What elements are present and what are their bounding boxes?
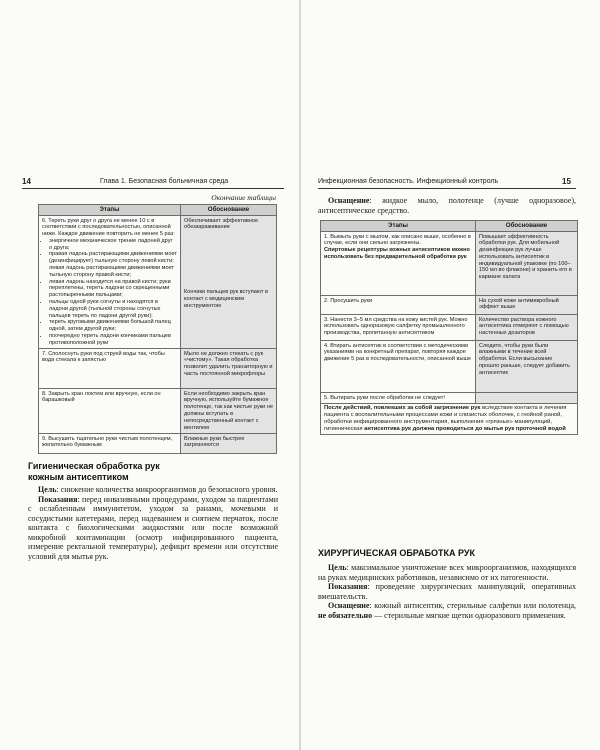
list-item: • правая ладонь растирающими движениями моет (дезинфицирует) тыльную сторону левой кисти; левая ладонь растирающими движениями моет тыльную сторону правой кисти; — [49, 251, 177, 278]
table-header-steps: Этапы — [39, 205, 181, 216]
indications-label: Показания — [328, 582, 368, 591]
goal-label: Цель — [38, 485, 57, 494]
equipment-paragraph-2 — [318, 601, 576, 620]
step-6-rationale-a: Обеспечивает эффективное обеззараживание — [184, 217, 259, 231]
step-9: 9. Высушить тщательно руки чистым полотенцем, желательно бумажным — [39, 434, 181, 454]
right-page-number: 15 — [562, 177, 571, 186]
goal-text: : снижение количества микроорганизмов до безопасного уровня. — [56, 485, 278, 494]
step-6-intro: 6. Тереть руки друг о друга не менее 10 с в соответствии с последовательностью, описанной ниже. Каждое движение повторить не менее 5 раз: — [42, 217, 175, 238]
hygienic-section-body — [28, 485, 278, 561]
surgical-section-title: ХИРУРГИЧЕСКАЯ ОБРАБОТКА РУК — [318, 548, 475, 558]
table-note-row — [321, 403, 578, 434]
equipment-label: Оснащение — [328, 601, 370, 610]
right-running-head: Инфекционная безопасность. Инфекционный контроль — [318, 178, 499, 185]
table-row — [321, 315, 578, 341]
step-4: 4. Втирать антисептик в соответствии с методическими указаниями на конкретный препарат, повторяя каждое движение 5 раз в последовательности, описанной выше — [321, 341, 476, 393]
step-3-rationale: Количество раствора кожного антисептика отмеряют с помощью настенных дозаторов — [476, 315, 578, 341]
indications-paragraph — [318, 582, 576, 601]
list-item: • пальцы одной руки согнуты и находятся в ладони другой (тыльной стороны согнутых пальцев тереть по ладони другой руки); — [49, 299, 177, 319]
table-row — [39, 434, 277, 454]
note-bold-lead: После действий, повлекших за собой загрязнение рук — [324, 405, 481, 412]
table-header-rationale: Обоснование — [476, 221, 578, 232]
step-1-note: Спиртовые рецептуры кожных антисептиков можно использовать без предварительной обработки рук — [324, 247, 470, 260]
hygienic-section-title — [28, 461, 278, 482]
left-header-rule — [22, 188, 284, 189]
goal-text: : максимальное уничтожение всех микроорганизмов, находящихся на руках медицинских работников, независимо от их патогенности. — [318, 563, 576, 582]
table-row — [39, 216, 277, 349]
right-steps-table — [320, 220, 578, 435]
indications-text: : перед инвазивными процедурами, уходом за пациентами с ослабленным иммунитетом, уходом за ранами, мочевыми и сосудистыми катетерами, перед надеванием и снятием перчаток, после контакта с биологическими жидкостями или после возможной микробной контаминации (осмотр инфицированного пациента, измерение ректальной температуры), дефицит времени или отсутствие условий для мытья рук. — [28, 494, 278, 561]
equipment-text-b: — стерильные мягкие щетки одноразового применения. — [372, 610, 566, 620]
step-7: 7. Сполоснуть руки под струей воды так, чтобы вода стекала к запястью — [39, 349, 181, 389]
equipment-label: Оснащение — [328, 196, 370, 205]
step-8-rationale: Если необходимо закрыть кран вручную, используйте бумажное полотенце, так как чистые руки не должны вступать в непосредственный контакт с вентилем — [181, 389, 277, 434]
table-row — [321, 393, 578, 404]
step-2: 2. Просушить руки — [321, 296, 476, 315]
table-row — [321, 296, 578, 315]
step-7-rationale: Мыло не должно стекать с рук «чистому». Такая обработка позволит удалить транзиторную и часть постоянной микрофлоры — [181, 349, 277, 389]
goal-paragraph — [28, 485, 278, 495]
goal-label: Цель — [328, 563, 347, 572]
table-header-steps: Этапы — [321, 221, 476, 232]
step-2-rationale: На сухой коже антимикробный эффект выше — [476, 296, 578, 315]
table-row — [39, 389, 277, 434]
note-text: вследствие контакта и лечения пациента с воспалительными процессами кожи и слизистых оболочек, с гнойной раной, обработки инфицированного инструментария, выполнения «грязных» манипуляций, гигиеническая — [324, 405, 567, 432]
step-6-rationale-b: Кончики пальцев рук вступают в контакт с медицинским инструментом — [184, 289, 268, 309]
list-item: • тереть круговыми движениями большой палец одной, затем другой руки; — [49, 319, 177, 333]
list-item: • поочередно тереть ладони кончиками пальцев противоположной руки — [49, 333, 177, 347]
table-row — [321, 232, 578, 296]
step-9-rationale: Влажные руки быстрее загрязняются — [181, 434, 277, 454]
goal-paragraph — [318, 563, 576, 582]
indications-text: : проведение хирургических манипуляций, оперативных вмешательств. — [318, 582, 576, 601]
equipment-text-a: : кожный антисептик, стерильные салфетки или полотенца, — [369, 601, 576, 610]
step-6-bullets — [42, 238, 177, 347]
step-5: 5. Вытирать руки после обработки не следует! — [321, 393, 476, 404]
left-steps-table — [38, 204, 277, 454]
left-running-head: Глава 1. Безопасная больничная среда — [100, 178, 229, 185]
equipment-optional: не обязательно — [318, 610, 373, 620]
step-8: 8. Закрыть кран локтем или вручную, если он барашковый — [39, 389, 181, 434]
left-page-number: 14 — [22, 177, 31, 186]
table-header-rationale: Обоснование — [181, 205, 277, 216]
table-row — [39, 349, 277, 389]
surgical-section-body — [318, 563, 576, 620]
section-title-line-2: кожным антисептиком — [28, 471, 129, 482]
list-item: • левая ладонь находится на правой кисти; руки переплетены, тереть ладони со скрещенными растопыренными пальцами; — [49, 279, 177, 299]
equipment-paragraph — [318, 196, 576, 215]
equipment-text: : жидкое мыло, полотенце (лучше одноразовое), антисептическое средство. — [318, 196, 576, 215]
table-row — [321, 341, 578, 393]
right-page — [300, 0, 600, 750]
step-4-rationale: Следите, чтобы руки были влажными в течение всей обработки. Если высыхание прошло раньше, следует добавить антисептик — [476, 341, 578, 393]
note-bold-tail: антисептика рук должна проводиться до мытья рук проточной водой — [364, 425, 566, 432]
right-header-rule — [318, 188, 576, 189]
section-title-line-1: Гигиеническая обработка рук — [28, 461, 160, 471]
table-note — [321, 403, 578, 434]
step-3: 3. Нанести 3–5 мл средства на кожу кистей рук. Можно использовать одноразовую салфетку промышленного производства, пропитанную антисептиком — [321, 315, 476, 341]
step-1-rationale: Повышает эффективность обработки рук. Для мобильной дезинфекции рук лучше использовать антисептик в индивидуальной упаковке (по 100–150 мл во флаконе) и хранить его в кармане халата — [476, 232, 578, 296]
step-1: 1. Вымыть руки с мылом, как описано выше, особенно в случае, если они сильно загрязнены. — [324, 233, 471, 247]
indications-label: Показания — [38, 494, 78, 504]
step-5-rationale — [476, 393, 578, 404]
table-continuation-label: Окончание таблицы — [211, 193, 276, 202]
list-item: • энергичное механическое трение ладоней друг о друга; — [49, 238, 177, 252]
indications-paragraph — [28, 495, 278, 562]
